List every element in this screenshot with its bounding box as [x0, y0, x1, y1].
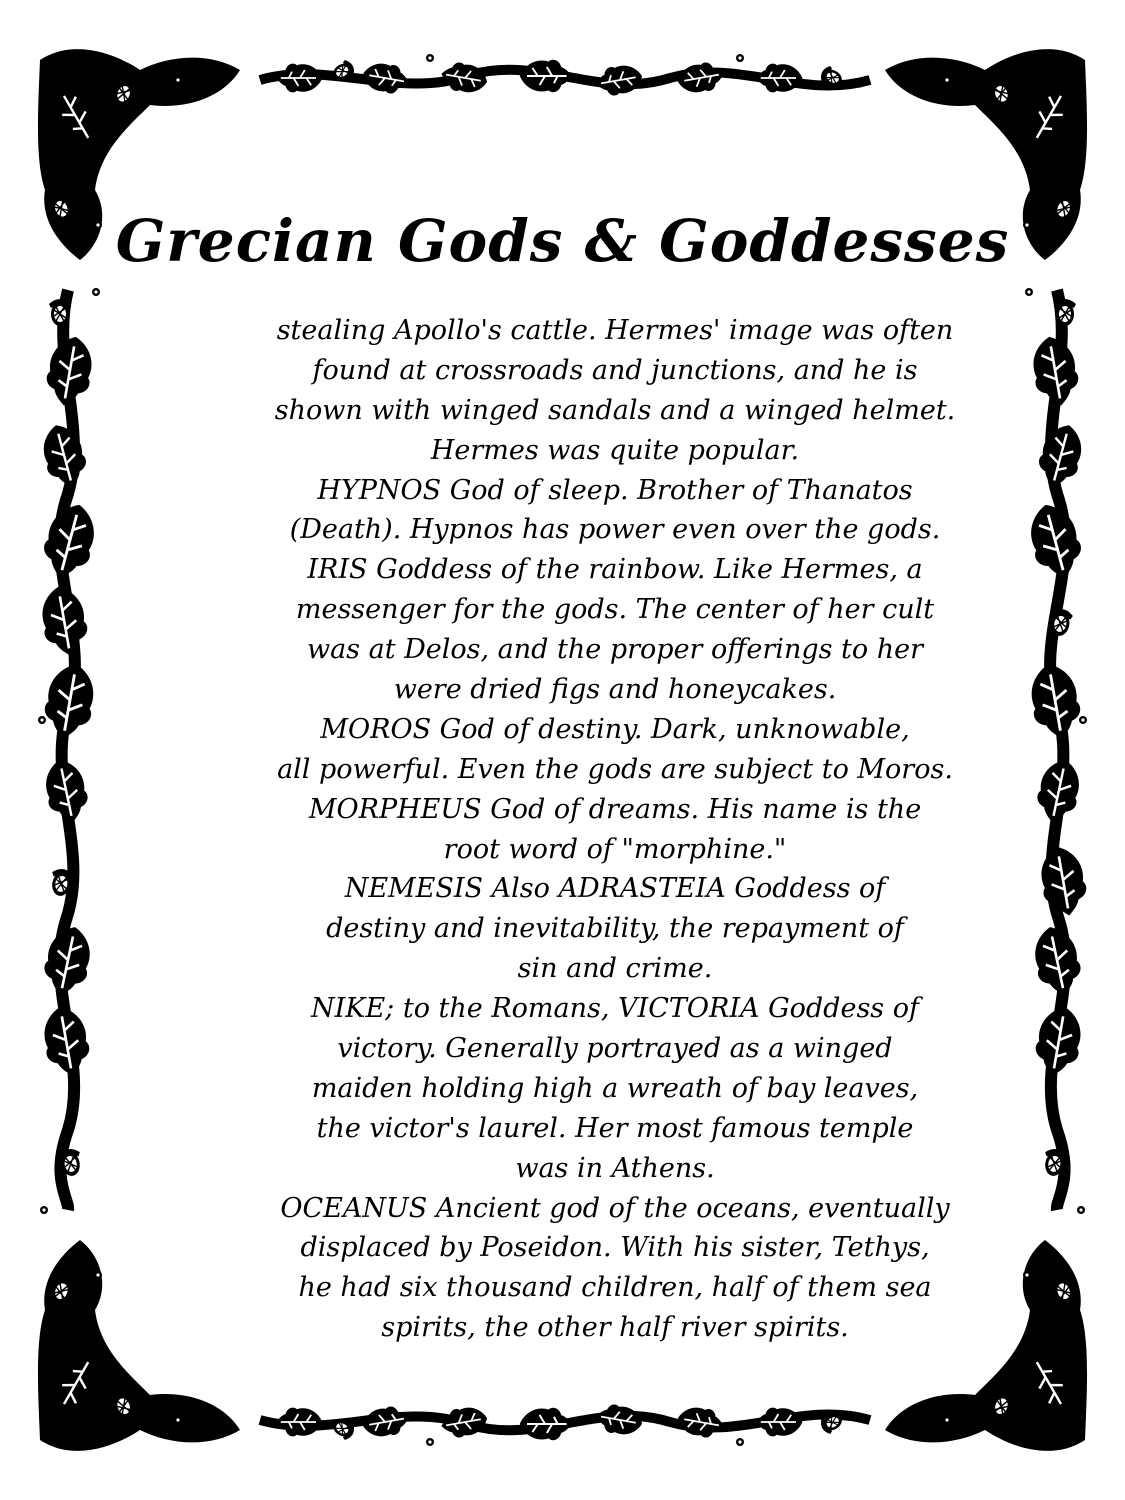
page-title: Grecian Gods & Goddesses: [115, 207, 1010, 275]
bottom-vine-band: [260, 1402, 870, 1446]
text-line: victory. Generally portrayed as a winged: [337, 1033, 893, 1065]
text-line: he had six thousand children, half of them sea: [298, 1272, 932, 1304]
text-line: MORPHEUS God of dreams. His name is the: [308, 793, 922, 825]
text-line: (Death). Hypnos has power even over the gods.: [289, 514, 941, 546]
left-vine-column: [37, 288, 102, 1214]
text-line: spirits, the other half river spirits.: [381, 1312, 849, 1344]
text-line: root word of "morphine.": [443, 833, 787, 865]
text-line: destiny and inevitability, the repayment of: [326, 913, 904, 945]
text-line: was at Delos, and the proper offerings to her: [306, 634, 924, 666]
text-line: stealing Apollo's cattle. Hermes' image was often: [276, 315, 954, 346]
text-line: OCEANUS Ancient god of the oceans, eventually: [280, 1192, 950, 1224]
text-line: was in Athens.: [515, 1152, 715, 1184]
text-line: NIKE; to the Romans, VICTORIA Goddess of: [311, 993, 919, 1025]
text-line: shown with winged sandals and a winged helmet.: [274, 394, 956, 426]
top-vine-band: [260, 54, 870, 98]
text-line: sin and crime.: [517, 953, 713, 985]
text-line: maiden holding high a wreath of bay leaves,: [311, 1072, 919, 1104]
text-line: NEMESIS Also ADRASTEIA Goddess of: [344, 873, 886, 905]
text-line: found at crossroads and junctions, and he is: [312, 354, 918, 386]
text-line: the victor's laurel. Her most famous temple: [316, 1112, 914, 1144]
text-line: messenger for the gods. The center of her cult: [295, 594, 935, 626]
body-text: [150, 311, 1080, 1348]
text-line: Hermes was quite popular.: [430, 434, 800, 466]
text-line: were dried figs and honeycakes.: [393, 674, 837, 706]
text-line: all powerful. Even the gods are subject to Moros.: [277, 753, 953, 785]
text-line: MOROS God of destiny. Dark, unknowable,: [320, 713, 910, 745]
text-line: IRIS Goddess of the rainbow. Like Hermes, a: [307, 554, 923, 586]
text-line: displaced by Poseidon. With his sister, Tethys,: [300, 1232, 930, 1264]
text-line: HYPNOS God of sleep. Brother of Thanatos: [317, 474, 913, 506]
